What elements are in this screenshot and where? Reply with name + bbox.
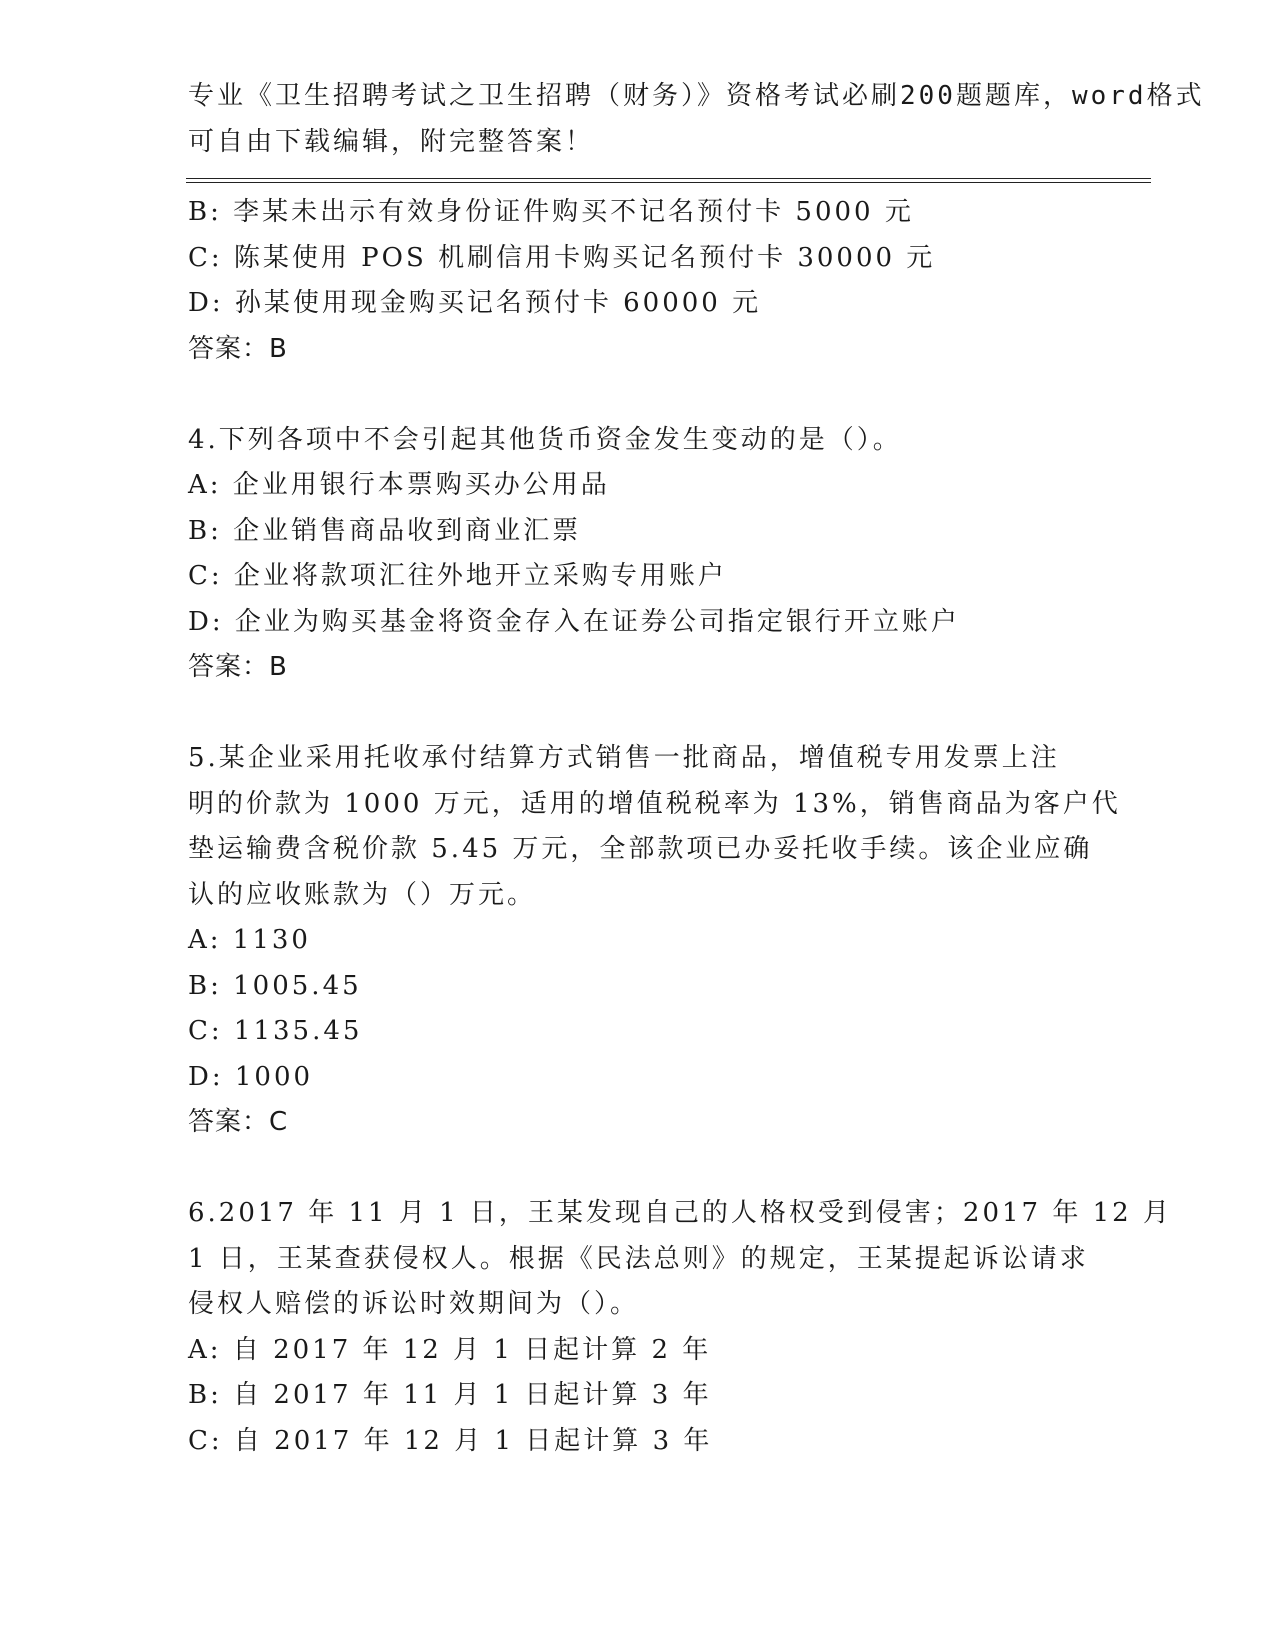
q4-answer: 答案：B (188, 652, 288, 682)
q4-option-a: A: 企业用银行本票购买办公用品 (188, 470, 610, 500)
q5-option-d: D: 1000 (188, 1061, 314, 1092)
question-4 (188, 418, 1088, 691)
q3-option-c: C: 陈某使用 POS 机刷信用卡购买记名预付卡 30000 元 (188, 242, 936, 273)
q4-stem: 4.下列各项中不会引起其他货币资金发生变动的是（）。 (188, 424, 902, 455)
q4-option-d: D: 企业为购买基金将资金存入在证券公司指定银行开立账户 (188, 606, 960, 637)
document-header (188, 74, 1205, 165)
header-title-line2: 可自由下载编辑，附完整答案！ (188, 126, 595, 157)
q6-stem-line2: 1 日，王某查获侵权人。根据《民法总则》的规定，王某提起诉讼请求 (188, 1243, 1089, 1274)
q4-option-b: B: 企业销售商品收到商业汇票 (188, 515, 582, 546)
q5-stem-line1: 5.某企业采用托收承付结算方式销售一批商品，增值税专用发票上注 (188, 743, 1060, 773)
q6-option-a: A: 自 2017 年 12 月 1 日起计算 2 年 (188, 1334, 712, 1365)
q5-stem-line2: 明的价款为 1000 万元，适用的增值税税率为 13%，销售商品为客户代 (188, 788, 1121, 819)
q6-stem-line1: 6.2017 年 11 月 1 日，王某发现自己的人格权受到侵害；2017 年 12 月 (188, 1198, 1172, 1228)
q3-option-b: B: 李某未出示有效身份证件购买不记名预付卡 5000 元 (188, 197, 914, 227)
question-3-remainder (188, 190, 1088, 372)
q3-option-d: D: 孙某使用现金购买记名预付卡 60000 元 (188, 288, 762, 318)
header-rule-top (186, 178, 1151, 179)
q5-option-b: B: 1005.45 (188, 970, 362, 1001)
spacer (188, 1146, 1088, 1192)
q6-stem-line3: 侵权人赔偿的诉讼时效期间为（）。 (188, 1289, 640, 1319)
q5-option-a: A: 1130 (188, 925, 311, 955)
spacer (188, 372, 1088, 418)
document-body (188, 190, 1172, 1464)
q5-option-c: C: 1135.45 (188, 1016, 363, 1046)
q5-stem-line3: 垫运输费含税价款 5.45 万元，全部款项已办妥托收手续。该企业应确 (188, 834, 1093, 864)
q4-option-c: C: 企业将款项汇往外地开立采购专用账户 (188, 561, 727, 591)
q6-option-b: B: 自 2017 年 11 月 1 日起计算 3 年 (188, 1380, 712, 1410)
spacer (188, 691, 1088, 737)
q3-answer: 答案：B (188, 333, 288, 364)
question-5 (188, 736, 1121, 1146)
q6-option-c: C: 自 2017 年 12 月 1 日起计算 3 年 (188, 1425, 713, 1456)
header-title-line1: 专业《卫生招聘考试之卫生招聘（财务）》资格考试必刷200题题库，word格式 (188, 81, 1205, 111)
q5-stem-line4: 认的应收账款为（）万元。 (188, 879, 537, 910)
header-rule-bottom (186, 182, 1151, 183)
question-6 (188, 1191, 1172, 1464)
q5-answer: 答案：C (188, 1107, 289, 1137)
